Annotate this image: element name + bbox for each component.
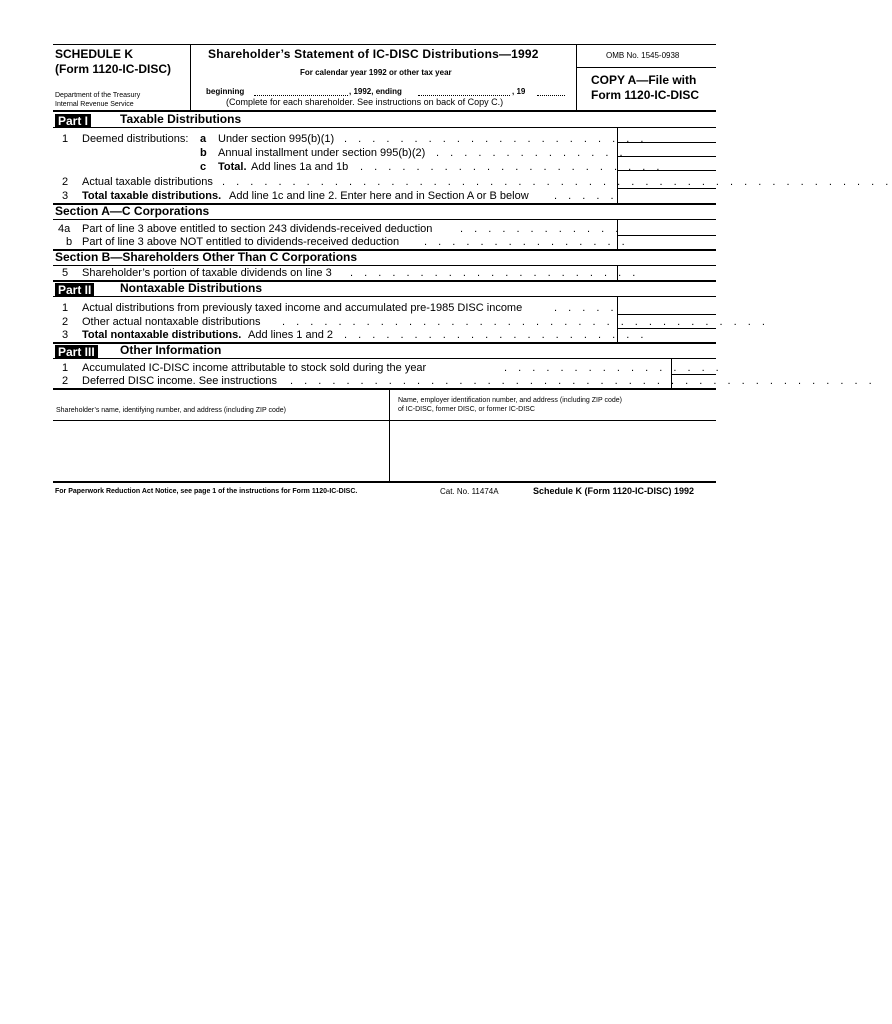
cat-number: Cat. No. 11474A — [440, 487, 499, 496]
p1-line1c-leader: . . . . . . . . . . . . . . . . . . . . . . — [360, 161, 664, 173]
p3-line2-text: Deferred DISC income. See instructions — [82, 375, 278, 387]
header-divider-left — [190, 44, 191, 111]
p1-line2-amount[interactable] — [617, 188, 716, 189]
p2-line1-amount[interactable] — [617, 314, 716, 315]
p2-line3-text: Add lines 1 and 2 — [248, 329, 334, 341]
part3-label: Part III — [55, 345, 98, 359]
footer-schedule: Schedule K (Form 1120-IC-DISC) 1992 — [533, 486, 695, 496]
paperwork-notice: For Paperwork Reduction Act Notice, see page 1 of the instructions for Form 1120-IC-DISC. — [55, 488, 358, 495]
disc-address-label-2: of IC-DISC, former DISC, or former IC-DISC — [398, 406, 535, 413]
p1-line1a-letter: a — [200, 133, 207, 145]
p2-line3-leader: . . . . . . . . . . . . . . . . . . . . . . — [344, 329, 648, 341]
sb-line5-num: 5 — [62, 267, 69, 279]
form-bottom-rule — [53, 481, 716, 483]
p2-line2-leader: . . . . . . . . . . . . . . . . . . . . . . . . . . . . . . . . . . . — [282, 316, 769, 328]
disc-address-field[interactable] — [391, 422, 715, 480]
copy-a-line1: COPY A—File with — [591, 73, 697, 87]
part2-label: Part II — [55, 283, 94, 297]
sa-line4a-amount[interactable] — [617, 235, 716, 236]
omb-number: OMB No. 1545-0938 — [606, 51, 680, 60]
irs-label: Internal Revenue Service — [55, 101, 134, 108]
p1-line1c-letter: c — [200, 161, 207, 173]
p2-line2-num: 2 — [62, 316, 69, 328]
p1-line1a-leader: . . . . . . . . . . . . . . . . . . . . . . — [344, 133, 648, 145]
p1-line3-leader: . . . . . — [554, 190, 618, 202]
p2-line1-text: Actual distributions from previously taxed income and accumulated pre-1985 DISC income — [82, 302, 523, 314]
p2-line2-text: Other actual nontaxable distributions — [82, 316, 261, 328]
omb-rule — [576, 67, 716, 68]
address-box-divider — [389, 389, 390, 481]
ending-year-field[interactable] — [537, 95, 565, 96]
p3-line2-num: 2 — [62, 375, 69, 387]
p3-line2-leader: . . . . . . . . . . . . . . . . . . . . . . . . . . . . . . . . . . . . . . . . . . — [290, 375, 876, 387]
copy-a-line2: Form 1120-IC-DISC — [591, 88, 700, 102]
p2-line1-num: 1 — [62, 302, 69, 314]
p1-line3-num: 3 — [62, 190, 69, 202]
p1-line1b-letter: b — [200, 147, 207, 159]
p1-line1a-amount[interactable] — [617, 142, 716, 143]
sa-line4b-text: Part of line 3 above NOT entitled to dividends-received deduction — [82, 236, 400, 248]
part3-title: Other Information — [120, 343, 222, 357]
year-suffix-label: , 19 — [512, 87, 526, 96]
p3-line1-leader: . . . . . . . . . . . . . . . . — [504, 362, 723, 374]
p1-line1c-bold: Total. — [218, 161, 247, 173]
form-top-rule — [53, 44, 716, 45]
section-b-title: Section B—Shareholders Other Than C Corporations — [55, 250, 358, 264]
calendar-year-line: For calendar year 1992 or other tax year — [300, 68, 452, 77]
shareholder-address-field[interactable] — [54, 422, 388, 480]
sa-line4a-leader: . . . . . . . . . . . . — [460, 223, 623, 235]
p1-line2-leader: . . . . . . . . . . . . . . . . . . . . . . . . . . . . . . . . . . . . . . . . . . . . . . . . — [222, 176, 892, 188]
p1-line3-text: Add line 1c and line 2. Enter here and in Section A or B below — [229, 190, 529, 202]
p1-line3-bold: Total taxable distributions. — [82, 190, 222, 202]
p1-line1c-amount[interactable] — [617, 170, 716, 171]
p1-line1b-leader: . . . . . . . . . . . . . . — [436, 147, 627, 159]
schedule-label: SCHEDULE K — [55, 47, 134, 61]
sa-line4a-num: 4a — [58, 223, 71, 235]
complete-note: (Complete for each shareholder. See instructions on back of Copy C.) — [226, 97, 504, 107]
part1-label: Part I — [55, 114, 91, 128]
address-label-rule — [53, 420, 716, 421]
disc-address-label-1: Name, employer identification number, and address (including ZIP code) — [398, 397, 622, 404]
p3-line1-text: Accumulated IC-DISC income attributable to stock sold during the year — [82, 362, 427, 374]
part3-bottom-rule — [53, 388, 716, 390]
p1-line1b-amount[interactable] — [617, 156, 716, 157]
dept-treasury: Department of the Treasury — [55, 92, 141, 99]
section-a-title: Section A—C Corporations — [55, 204, 210, 218]
p2-line1-leader: . . . . . — [554, 302, 618, 314]
p1-line1-text: Deemed distributions: — [82, 133, 189, 145]
p1-line2-text: Actual taxable distributions — [82, 176, 213, 188]
p1-line1b-text: Annual installment under section 995(b)(2) — [218, 147, 426, 159]
sb-line5-leader: . . . . . . . . . . . . . . . . . . . . . — [350, 267, 640, 279]
p3-line1-num: 1 — [62, 362, 69, 374]
p1-line1a-text: Under section 995(b)(1) — [218, 133, 335, 145]
p1-line1c-text: Add lines 1a and 1b — [251, 161, 349, 173]
beginning-label: beginning — [206, 87, 245, 96]
part1-title: Taxable Distributions — [120, 112, 242, 126]
ending-label: , 1992, ending — [349, 87, 402, 96]
sa-line4a-text: Part of line 3 above entitled to section 243 dividends-received deduction — [82, 223, 433, 235]
part2-title: Nontaxable Distributions — [120, 281, 263, 295]
beginning-date-field[interactable] — [254, 95, 348, 96]
p1-line1-num: 1 — [62, 133, 69, 145]
form-number: (Form 1120-IC-DISC) — [55, 62, 172, 76]
sa-line4b-leader: . . . . . . . . . . . . . . . — [424, 236, 629, 248]
p1-line2-num: 2 — [62, 176, 69, 188]
part3-title-rule — [53, 358, 716, 359]
sb-line5-text: Shareholder’s portion of taxable dividends on line 3 — [82, 267, 332, 279]
p2-line3-num: 3 — [62, 329, 69, 341]
p2-line3-bold: Total nontaxable distributions. — [82, 329, 242, 341]
ending-date-field[interactable] — [418, 95, 510, 96]
shareholder-address-label: Shareholder’s name, identifying number, and address (including ZIP code) — [56, 407, 286, 414]
sa-line4b-num: b — [66, 236, 73, 248]
form-title: Shareholder’s Statement of IC-DISC Distributions—1992 — [208, 47, 539, 61]
header-divider-right — [576, 44, 577, 111]
